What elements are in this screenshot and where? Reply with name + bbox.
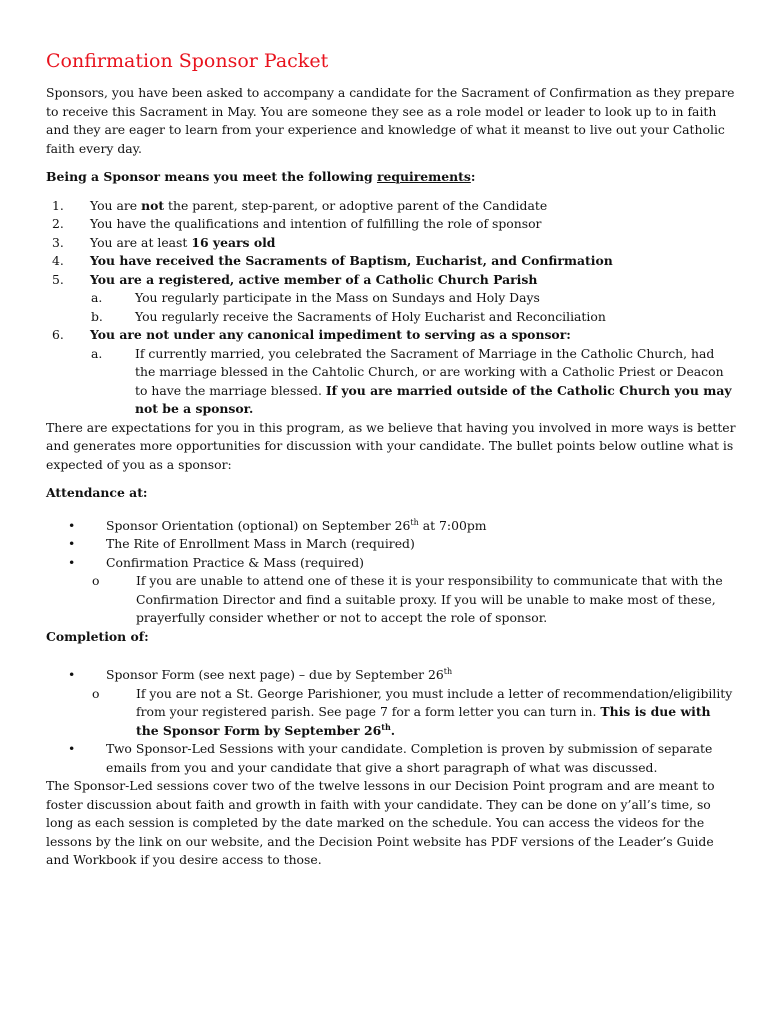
completion-item-2: [46, 740, 736, 777]
list-letter: a.: [91, 345, 103, 361]
completion-heading: Completion of:: [46, 628, 149, 644]
requirement-5: [46, 271, 736, 290]
requirement-3: [46, 234, 736, 253]
requirement-5a-text: You regularly participate in the Mass on Sundays and Holy Days: [135, 290, 540, 305]
completion-item-1-sub-period: .: [390, 722, 396, 738]
attendance-item-1-text-end: at 7:00pm: [418, 517, 487, 533]
requirements-heading: [46, 168, 736, 187]
attendance-item-3-sub-text: If you are unable to attend one of these it is your responsibility to communicate that with the Confirmation Director and find a suitable proxy. If you will be unable to make most of these, prayerfully consider whether or not to accept the role of sponsor.: [136, 573, 723, 625]
attendance-item-2-text: The Rite of Enrollment Mass in March (required): [106, 536, 415, 551]
list-number: 5.: [52, 271, 64, 287]
attendance-list: [46, 517, 736, 628]
requirement-4-text: You have received the Sacraments of Baptism, Eucharist, and Confirmation: [90, 253, 613, 268]
completion-item-2-text: Two Sponsor-Led Sessions with your candidate. Completion is proven by submission of separate emails from you and your candidate that give a short paragraph of what was discussed.: [106, 741, 713, 775]
requirement-6a: [46, 345, 736, 419]
requirement-1-text-end: the parent, step-parent, or adoptive parent of the Candidate: [164, 197, 548, 213]
requirement-6: [46, 326, 736, 345]
list-number: 4.: [52, 253, 64, 268]
completion-item-1: [46, 666, 736, 685]
requirements-heading-text: Being a Sponsor means you meet the following: [46, 169, 377, 184]
bullet-icon: •: [68, 536, 76, 551]
sub-bullet-icon: o: [92, 685, 100, 701]
attendance-item-3-text: Confirmation Practice & Mass (required): [106, 554, 364, 570]
requirement-5-text: You are a registered, active member of a Catholic Church Parish: [90, 271, 538, 287]
list-number: 2.: [52, 216, 64, 231]
expectations-paragraph: There are expectations for you in this program, as we believe that having you involved in more ways is better and generates more opportunities for discussion with your candidate. The bullet points below outline what is expected of you as a sponsor:: [46, 419, 736, 472]
completion-list: [46, 666, 736, 777]
requirement-5a: [46, 289, 736, 308]
attendance-item-1: [46, 517, 736, 536]
page-title: Confirmation Sponsor Packet: [46, 50, 329, 72]
requirement-6a-text: If currently married, you celebrated the Sacrament of Marriage in the Catholic Church, had the marriage blessed in the Cahtolic Church, or are working with a Catholic Priest or Deacon to have the marriage blessed.: [135, 345, 724, 398]
requirement-6-text: You are not under any canonical impediment to serving as a sponsor:: [90, 327, 571, 342]
bullet-icon: •: [68, 517, 76, 533]
requirements-heading-colon: :: [470, 169, 476, 184]
attendance-item-1-text: Sponsor Orientation (optional) on September 26: [106, 517, 411, 533]
bullet-icon: •: [68, 554, 76, 570]
requirement-3-bold: 16 years old: [191, 234, 276, 250]
requirement-2-text: You have the qualifications and intention of fulfilling the role of sponsor: [90, 216, 542, 231]
requirement-5b: [46, 308, 736, 327]
superscript: th: [443, 666, 453, 676]
requirement-1-bold: not: [141, 197, 165, 213]
list-number: 1.: [52, 197, 64, 213]
attendance-heading: Attendance at:: [46, 485, 148, 500]
requirement-1-text: You are: [90, 197, 142, 213]
requirement-6a-bold: If you are married outside of the Catholic Church you may not be a sponsor.: [135, 382, 732, 416]
attendance-item-2: [46, 535, 736, 554]
list-letter: a.: [91, 290, 103, 305]
document-page: [46, 48, 736, 870]
requirements-heading-underlined: requirements: [376, 169, 471, 184]
closing-paragraph: The Sponsor-Led sessions cover two of the twelve lessons in our Decision Point program and are meant to foster discussion about faith and growth in faith with your candidate. They can be done on y’all’s time, so long as each session is completed by the date marked on the schedule. You can access the videos for the lessons by the link on our website, and the Decision Point website has PDF versions of the Leader’s Guide and Workbook if you desire access to those.: [46, 778, 715, 867]
completion-item-1-sub-bold: This is due with the Sponsor Form by September 26: [136, 704, 711, 738]
intro-paragraph: Sponsors, you have been asked to accompany a candidate for the Sacrament of Confirmation as they prepare to receive this Sacrament in May. You are someone they see as a role model or leader to look up to in faith and they are eager to learn from your experience and knowledge of what it meanst to live out your Catholic faith every day.: [46, 85, 735, 156]
attendance-item-3-sub: [46, 572, 736, 628]
completion-item-1-sub-text: If you are not a St. George Parishioner, you must include a letter of recommendation/eligibility from your registered parish. See page 7 for a form letter you can turn in.: [136, 685, 733, 719]
list-number: 3.: [52, 234, 64, 250]
requirement-3-text: You are at least: [90, 234, 192, 250]
bullet-icon: •: [68, 667, 76, 682]
list-number: 6.: [52, 327, 64, 342]
requirement-2: [46, 215, 736, 234]
bullet-icon: •: [68, 741, 76, 756]
superscript: th: [410, 517, 419, 527]
superscript: th: [381, 721, 391, 732]
requirement-4: [46, 252, 736, 271]
requirement-1: [46, 197, 736, 216]
completion-item-1-sub: [46, 685, 736, 741]
list-letter: b.: [91, 308, 103, 324]
attendance-item-3: [46, 554, 736, 573]
requirements-list: [46, 197, 736, 419]
completion-item-1-text: Sponsor Form (see next page) – due by September 26: [106, 667, 444, 682]
requirement-5b-text: You regularly receive the Sacraments of Holy Eucharist and Reconciliation: [135, 308, 606, 324]
sub-bullet-icon: o: [92, 573, 100, 588]
